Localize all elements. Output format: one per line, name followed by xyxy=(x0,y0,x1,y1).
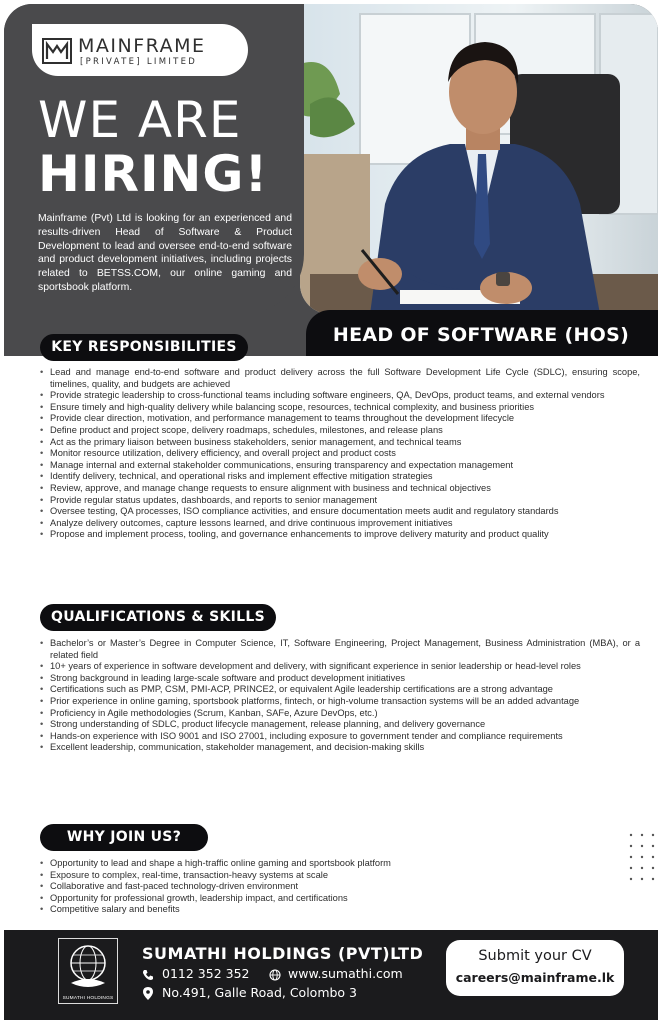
list-item: • Manage internal and external stakeholder communications, ensuring transparency and expectation management xyxy=(40,460,640,472)
phone-icon xyxy=(142,969,154,981)
list-item: • Strong background in leading large-scale software and product development initiatives xyxy=(40,673,640,685)
list-item: • Proficiency in Agile methodologies (Scrum, Kanban, SAFe, Azure DevOps, etc.) xyxy=(40,708,640,720)
list-item: • Bachelor’s or Master’s Degree in Computer Science, IT, Software Engineering, Project Management, Business Administration (MBA), or a related field xyxy=(40,638,640,661)
sumathi-holdings-logo xyxy=(58,938,118,1004)
list-item: • Collaborative and fast-paced technology-driven environment xyxy=(40,881,640,893)
responsibilities-heading: KEY RESPONSIBILITIES xyxy=(40,334,248,361)
why-join-heading: WHY JOIN US? xyxy=(40,824,208,851)
list-item: • Analyze delivery outcomes, capture lessons learned, and drive continuous improvement initiatives xyxy=(40,518,640,530)
phone-number[interactable]: 0112 352 352 xyxy=(162,966,250,981)
list-item: • 10+ years of experience in software development and delivery, with significant experience in senior leadership or head-level roles xyxy=(40,661,640,673)
list-item: • Act as the primary liaison between business stakeholders, senior management, and technical teams xyxy=(40,437,640,449)
submit-cv-label: Submit your CV xyxy=(478,948,592,964)
list-item: • Oversee testing, QA processes, ISO compliance activities, and ensure documentation meets audit and regulatory standards xyxy=(40,506,640,518)
list-item: • Review, approve, and manage change requests to ensure alignment with business and technical objectives xyxy=(40,483,640,495)
decorative-dots xyxy=(628,832,658,892)
headline-we-are: WE ARE xyxy=(38,91,242,149)
list-item: • Prior experience in online gaming, sportsbook platforms, fintech, or high-volume transaction systems will be an added advantage xyxy=(40,696,640,708)
list-item: • Strong understanding of SDLC, product lifecycle management, release planning, and delivery governance xyxy=(40,719,640,731)
careers-email-link[interactable]: careers@mainframe.lk xyxy=(455,970,615,985)
address: No.491, Galle Road, Colombo 3 xyxy=(162,985,358,1000)
logo-caption: SUMATHI HOLDINGS xyxy=(62,996,114,1001)
list-item: • Propose and implement process, tooling, and governance enhancements to improve delivery maturity and product quality xyxy=(40,529,640,541)
list-item: • Provide clear direction, motivation, and performance management to teams throughout the development lifecycle xyxy=(40,413,640,425)
footer xyxy=(4,930,658,1020)
website-link[interactable]: www.sumathi.com xyxy=(288,966,403,981)
globe-icon xyxy=(269,969,281,981)
list-item: • Competitive salary and benefits xyxy=(40,904,640,916)
list-item: • Opportunity for professional growth, leadership impact, and certifications xyxy=(40,893,640,905)
qualifications-list xyxy=(40,638,640,754)
list-item: • Provide regular status updates, dashboards, and reports to senior management xyxy=(40,495,640,507)
list-item: • Provide strategic leadership to cross-functional teams including software engineers, QA, DevOps, product teams, and external vendors xyxy=(40,390,640,402)
header-panel xyxy=(4,4,658,356)
list-item: • Excellent leadership, communication, stakeholder management, and decision-making skills xyxy=(40,742,640,754)
qualifications-heading: QUALIFICATIONS & SKILLS xyxy=(40,604,276,631)
candidate-photo xyxy=(300,4,658,314)
list-item: • Opportunity to lead and shape a high-traffic online gaming and sportsbook platform xyxy=(40,858,640,870)
why-join-list xyxy=(40,858,640,916)
list-item: • Define product and project scope, delivery roadmaps, schedules, milestones, and release plans xyxy=(40,425,640,437)
headline-hiring: HIRING! xyxy=(38,145,269,203)
list-item: • Monitor resource utilization, delivery efficiency, and overall project and product costs xyxy=(40,448,640,460)
location-pin-icon xyxy=(143,987,153,1000)
submit-cv-box[interactable] xyxy=(446,940,624,996)
job-title-bar xyxy=(306,310,658,356)
intro-panel xyxy=(4,4,304,314)
mainframe-logo-icon xyxy=(42,38,72,64)
company-logo xyxy=(32,24,248,76)
holding-name: SUMATHI HOLDINGS (PVT)LTD xyxy=(142,944,424,963)
list-item: • Lead and manage end-to-end software and product delivery across the full Software Development Life Cycle (SDLC), ensuring scope, timelines, quality, and budgets are achieved xyxy=(40,367,640,390)
list-item: • Hands-on experience with ISO 9001 and ISO 27001, including exposure to government tender and compliance requirements xyxy=(40,731,640,743)
company-subtitle: [PRIVATE] LIMITED xyxy=(80,57,198,67)
list-item: • Exposure to complex, real-time, transaction-heavy systems at scale xyxy=(40,870,640,882)
list-item: • Ensure timely and high-quality delivery while balancing scope, resources, technical complexity, and business priorities xyxy=(40,402,640,414)
company-name: MAINFRAME xyxy=(78,35,206,57)
list-item: • Identify delivery, technical, and operational risks and implement effective mitigation strategies xyxy=(40,471,640,483)
globe-emblem-icon xyxy=(59,939,117,993)
intro-text: Mainframe (Pvt) Ltd is looking for an experienced and results-driven Head of Software & Product Development to lead and oversee end-to-end software and product development initiatives, including projects related to BETSS.COM, our online gaming and sportsbook platform. xyxy=(38,213,292,293)
job-title: HEAD OF SOFTWARE (HOS) xyxy=(332,324,630,346)
responsibilities-list xyxy=(40,367,640,541)
list-item: • Certifications such as PMP, CSM, PMI-ACP, PRINCE2, or equivalent Agile leadership certifications are a strong advantage xyxy=(40,684,640,696)
